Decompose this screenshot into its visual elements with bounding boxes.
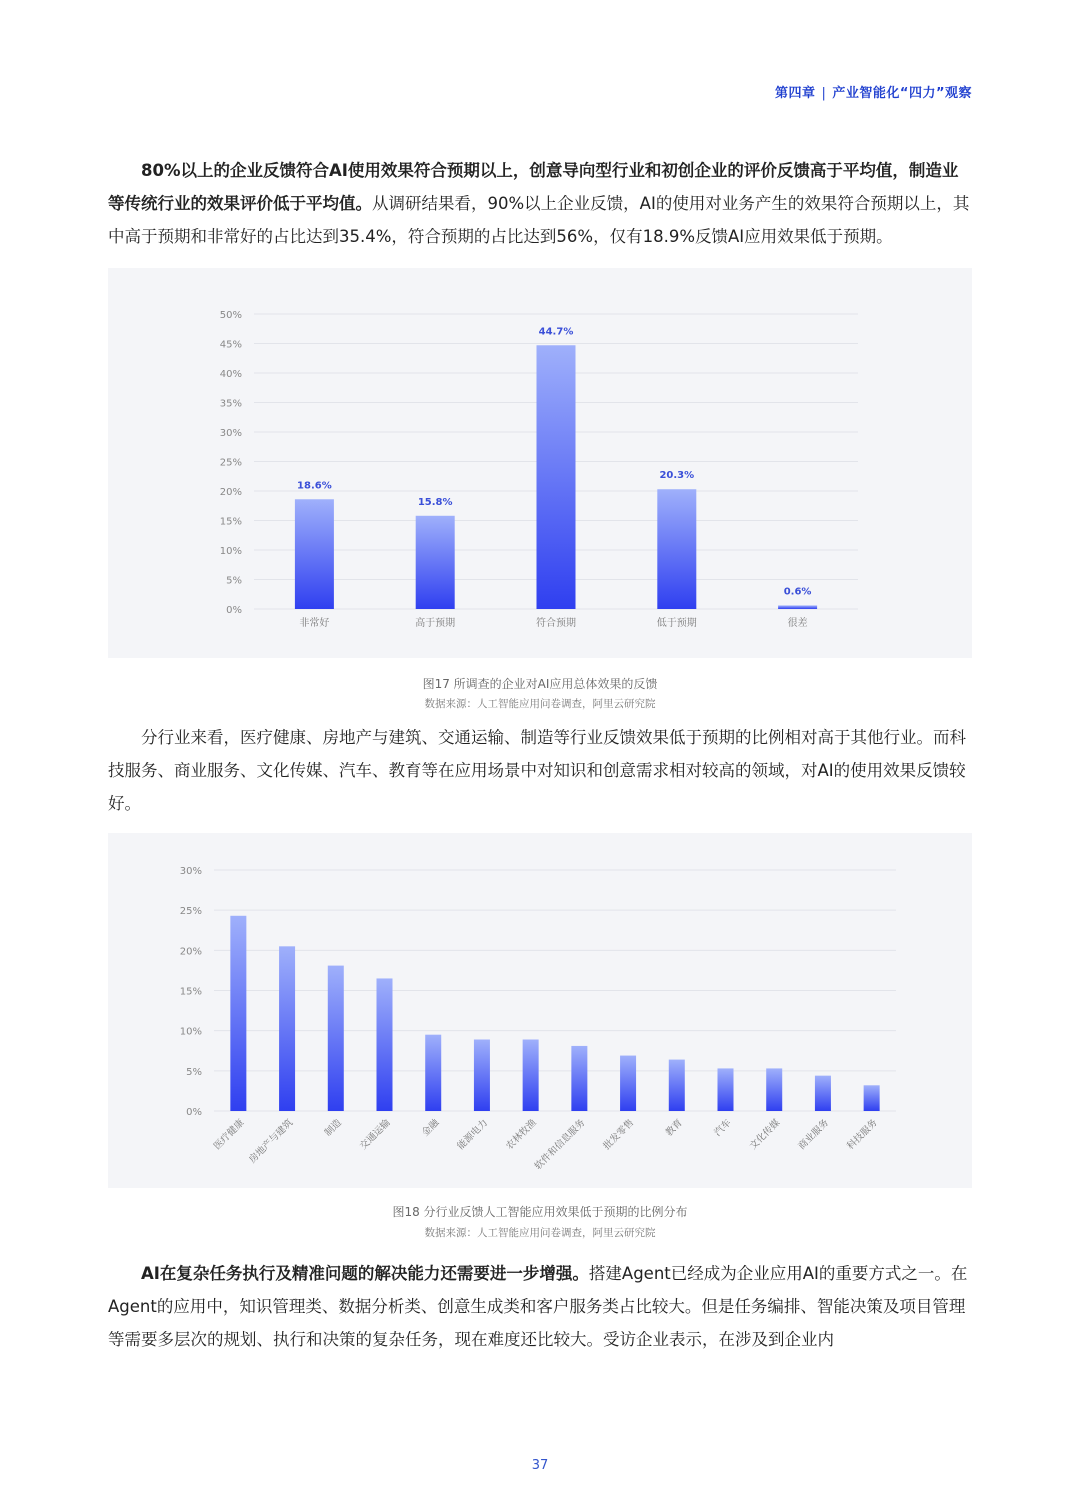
x-tick-label: 科技服务 [845, 1117, 880, 1153]
y-tick-label: 15% [219, 516, 242, 528]
y-tick-label: 45% [219, 339, 242, 351]
data-label: 0.6% [783, 586, 812, 598]
data-label: 15.8% [417, 496, 453, 508]
bar [718, 1068, 734, 1111]
chapter-header [775, 82, 972, 101]
y-tick-label: 15% [179, 986, 202, 998]
data-label: 18.6% [297, 480, 332, 492]
x-tick-label: 制造 [322, 1117, 344, 1139]
paragraph-1-text: 从调研结果看，90%以上企业反馈，AI的使用对业务产生的效果符合预期以上，其中高于预期和非常好的占比达到35.4%，符合预期的占比达到56%，仅有18.9%反馈AI应用效果低于预期。 [108, 194, 970, 246]
bar [230, 916, 246, 1111]
figure-17-caption: 图17 所调查的企业对AI应用总体效果的反馈 [422, 677, 658, 691]
data-label: 44.7% [538, 326, 574, 338]
x-tick-label: 汽车 [712, 1117, 734, 1139]
y-tick-label: 0% [226, 605, 242, 616]
y-tick-label: 5% [226, 575, 242, 587]
y-tick-label: 5% [186, 1066, 202, 1078]
y-tick-label: 30% [179, 866, 202, 877]
x-tick-label: 金融 [420, 1117, 442, 1139]
x-tick-label: 非常好 [299, 618, 330, 629]
chapter-title: 产业智能化“四力”观察 [832, 86, 972, 101]
y-tick-label: 50% [219, 310, 242, 321]
y-tick-label: 20% [219, 487, 242, 498]
chart-industry-below-expectation [108, 833, 972, 1188]
figure-17-source: 数据来源：人工智能应用问卷调查，阿里云研究院 [424, 698, 656, 710]
y-tick-label: 30% [219, 428, 242, 439]
x-tick-label: 文化传媒 [747, 1117, 783, 1153]
bar [657, 489, 696, 609]
bar [537, 345, 576, 609]
x-tick-label: 医疗健康 [211, 1117, 247, 1153]
bar [425, 1035, 441, 1111]
bar [328, 966, 344, 1111]
bar [864, 1085, 880, 1111]
bar [669, 1060, 685, 1111]
x-tick-label: 很差 [787, 618, 808, 629]
paragraph-3 [108, 1257, 974, 1356]
chapter-label: 第四章 [775, 86, 816, 101]
x-tick-label: 低于预期 [656, 618, 697, 629]
x-tick-label: 农林牧渔 [504, 1117, 539, 1153]
bar [474, 1040, 490, 1111]
paragraph-3-text: 搭建Agent已经成为企业应用AI的重要方式之一。在Agent的应用中，知识管理类、数据分析类、创意生成类和客户服务类占比较大。但是任务编排、智能决策及项目管理等需要多层次的规划、执行和决策的复杂任务，现在难度还比较大。受访企业表示，在涉及到企业内 [108, 1264, 968, 1349]
x-tick-label: 商业服务 [796, 1117, 832, 1153]
x-tick-label: 交通运输 [357, 1117, 393, 1153]
y-tick-label: 20% [179, 946, 202, 958]
bar [620, 1056, 636, 1111]
x-tick-label: 教育 [663, 1117, 685, 1139]
x-tick-label: 符合预期 [536, 618, 576, 629]
y-tick-label: 0% [186, 1107, 202, 1118]
paragraph-1 [108, 154, 974, 253]
y-tick-label: 10% [179, 1026, 202, 1038]
bar [778, 605, 817, 609]
y-tick-label: 25% [179, 906, 202, 918]
header-separator: | [821, 86, 827, 101]
x-tick-label: 高于预期 [415, 618, 456, 629]
x-tick-label: 批发零售 [601, 1117, 637, 1153]
bar [295, 499, 334, 609]
figure-18-chart [108, 833, 972, 1188]
bar [766, 1068, 782, 1111]
x-tick-label: 房地产与建筑 [247, 1117, 296, 1166]
y-tick-label: 10% [219, 546, 242, 557]
bar [416, 516, 455, 609]
y-tick-label: 35% [219, 398, 242, 410]
bar [815, 1076, 831, 1111]
x-tick-label: 软件和信息服务 [532, 1117, 588, 1173]
paragraph-2-text: 分行业来看，医疗健康、房地产与建筑、交通运输、制造等行业反馈效果低于预期的比例相对高于其他行业。而科技服务、商业服务、文化传媒、汽车、教育等在应用场景中对知识和创意需求相对较高的领域，对AI的使用效果反馈较好。 [108, 728, 966, 813]
y-tick-label: 40% [219, 369, 242, 380]
chart-overall-feedback [108, 268, 972, 658]
x-tick-label: 能源电力 [455, 1117, 491, 1153]
figure-18-source: 数据来源：人工智能应用问卷调查，阿里云研究院 [424, 1227, 656, 1239]
figure-18-caption: 图18 分行业反馈人工智能应用效果低于预期的比例分布 [392, 1205, 688, 1219]
paragraph-2 [108, 721, 974, 820]
y-tick-label: 25% [219, 457, 242, 469]
bar [523, 1040, 539, 1111]
paragraph-3-bold: AI在复杂任务执行及精准问题的解决能力还需要进一步增强。 [141, 1264, 589, 1283]
figure-17-chart [108, 268, 972, 658]
bar [571, 1046, 587, 1111]
bar [279, 946, 295, 1111]
data-label: 20.3% [659, 470, 695, 482]
paragraph-1-bold: 80%以上的企业反馈符合AI使用效果符合预期以上，创意导向型行业和初创企业的评价反馈高于平均值，制造业等传统行业的效果评价低于平均值。 [108, 161, 959, 213]
page-number: 37 [531, 1458, 549, 1473]
bar [377, 978, 393, 1111]
